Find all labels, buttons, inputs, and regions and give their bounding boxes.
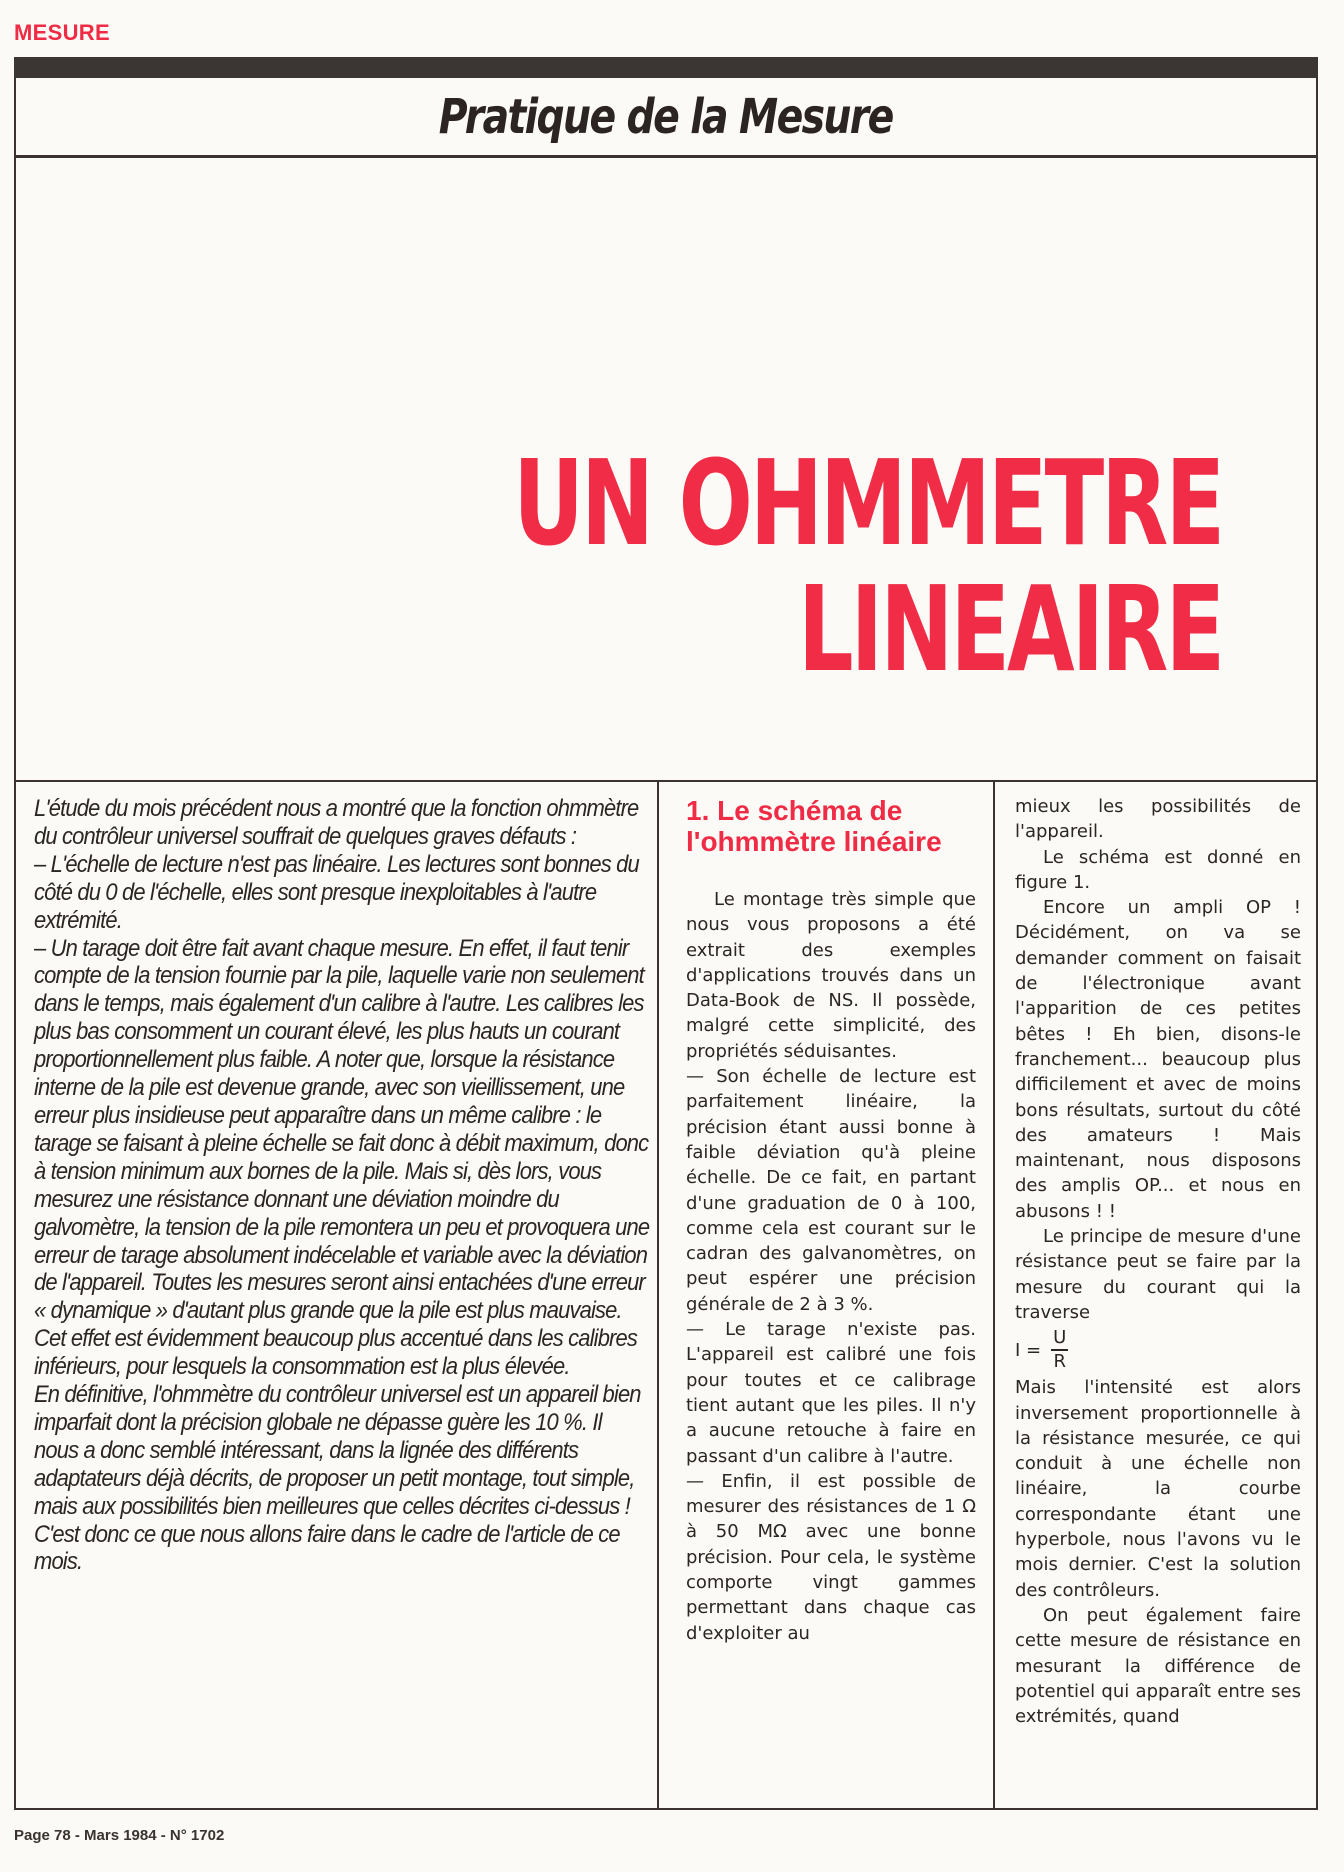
columns-top-rule: [14, 780, 1318, 782]
column-divider-1: [657, 780, 659, 1810]
body-paragraph: — Enfin, il est possible de mesurer des résistances de 1 Ω à 50 MΩ avec une bonne précision. Pour cela, le système comporte vingt gammes permettant dans chaque cas d'exploiter au: [686, 1470, 976, 1644]
body-paragraph: Mais l'intensité est alors inversement proportionnelle à la résistance mesurée, ce qui conduit à une échelle non linéaire, la courbe correspondante étant une hyperbole, nous l'avons vu le mois dernier. C'est la solution des contrôleurs.: [1015, 1377, 1301, 1601]
section-tag: MESURE: [14, 20, 110, 45]
formula-lhs: I =: [1015, 1339, 1042, 1361]
intro-column: [34, 796, 650, 1577]
right-column: [1015, 794, 1301, 1729]
body-paragraph: Encore un ampli OP ! Décidément, on va se demander comment on faisait de l'électronique avant l'apparition de ces petites bêtes ! Eh bien, disons-le franchement... beaucoup plus difficilement et avec de moins bons résultats, surtout du côté des amateurs ! Mais maintenant, nous disposons des amplis OP... et nous en abusons ! !: [1015, 897, 1301, 1222]
body-paragraph: mieux les possibilités de l'appareil.: [1015, 796, 1301, 843]
intro-paragraph: – Un tarage doit être fait avant chaque mesure. En effet, il faut tenir compte de la tension fournie par la pile, laquelle varie non seulement dans le temps, mais également d'un calibre à l'autre. Les calibres les plus bas consomment un courant élevé, les plus hauts un courant proportionnellement plus faible. A noter que, lorsque la résistance interne de la pile est devenue grande, avec son vieillissement, une erreur plus insidieuse peut apparaître dans un même calibre : le tarage se faisant à pleine échelle se fait donc à débit maximum, donc à tension minimum aux bornes de la pile. Mais si, dès lors, vous mesurez une résistance donnant une déviation moindre du galvomètre, la tension de la pile remontera un peu et provoquera une erreur de tarage absolument indécelable et variable avec la déviation de l'appareil. Toutes les mesures seront ainsi entachées d'une erreur « dynamique » d'autant plus grande que la pile est plus mauvaise. Cet effet est évidemment beaucoup plus accentué dans les calibres inférieurs, pour lesquels la consommation est la plus élevée.: [34, 935, 650, 1381]
headline-line-1: UN OHMMETRE: [512, 434, 1222, 572]
body-paragraph: On peut également faire cette mesure de résistance en mesurant la différence de potentiel qui apparaît entre ses extrémités, quand: [1015, 1604, 1301, 1728]
formula-numerator: U: [1051, 1327, 1068, 1351]
intro-paragraph: L'étude du mois précédent nous a montré que la fonction ohmmètre du contrôleur universel souffrait de quelques graves défauts :: [34, 796, 639, 850]
body-paragraph: Le schéma est donné en figure 1.: [1015, 846, 1301, 893]
body-paragraph: Le montage très simple que nous vous proposons a été extrait des exemples d'applications trouvés dans un Data-Book de NS. Il possède, malgré cette simplicité, des propriétés séduisantes.: [686, 889, 976, 1062]
body-paragraph: — Son échelle de lecture est parfaitement linéaire, la précision étant aussi bonne à faible déviation qu'à pleine échelle. De ce fait, en partant d'une graduation de 0 à 100, comme cela est courant sur le cadran des galvanomètres, on peut espérer une précision générale de 2 à 3 %.: [686, 1066, 976, 1315]
rubric-title-band: [14, 78, 1318, 158]
page-footer: Page 78 - Mars 1984 - N° 1702: [14, 1827, 225, 1844]
middle-column: [686, 796, 976, 1646]
formula-denominator: R: [1053, 1351, 1066, 1373]
body-paragraph: — Le tarage n'existe pas. L'appareil est calibré une fois pour toutes et ce calibrage tient autant que les piles. Il n'y a aucune retouche à faire en passant d'un calibre à l'autre.: [686, 1319, 976, 1467]
headline-line-2: LINEAIRE: [797, 560, 1222, 698]
section-heading: 1. Le schéma de l'ohmmètre linéaire: [686, 795, 942, 857]
formula-fraction: [1051, 1327, 1068, 1373]
column-divider-2: [993, 780, 995, 1810]
intro-paragraph: – L'échelle de lecture n'est pas linéaire. Les lectures sont bonnes du côté du 0 de l'échelle, elles sont presque inexploitables à l'autre extrémité.: [34, 851, 639, 934]
article-headline: [264, 434, 1222, 698]
body-paragraph: Le principe de mesure d'une résistance peut se faire par la mesure du courant qui la traverse: [1015, 1226, 1301, 1323]
ohm-law-formula: [1015, 1327, 1301, 1373]
rubric-title: Pratique de la Mesure: [439, 88, 893, 145]
header-dark-bar: [14, 57, 1318, 78]
intro-paragraph: En définitive, l'ohmmètre du contrôleur universel est un appareil bien imparfait dont la précision globale ne dépasse guère les 10 %. Il nous a donc semblé intéressant, dans la lignée des différents adaptateurs déjà décrits, de proposer un petit montage, tout simple, mais aux possibilités bien meilleures que celles décrites ci-dessus ! C'est donc ce que nous allons faire dans le cadre de l'article de ce mois.: [34, 1382, 641, 1576]
